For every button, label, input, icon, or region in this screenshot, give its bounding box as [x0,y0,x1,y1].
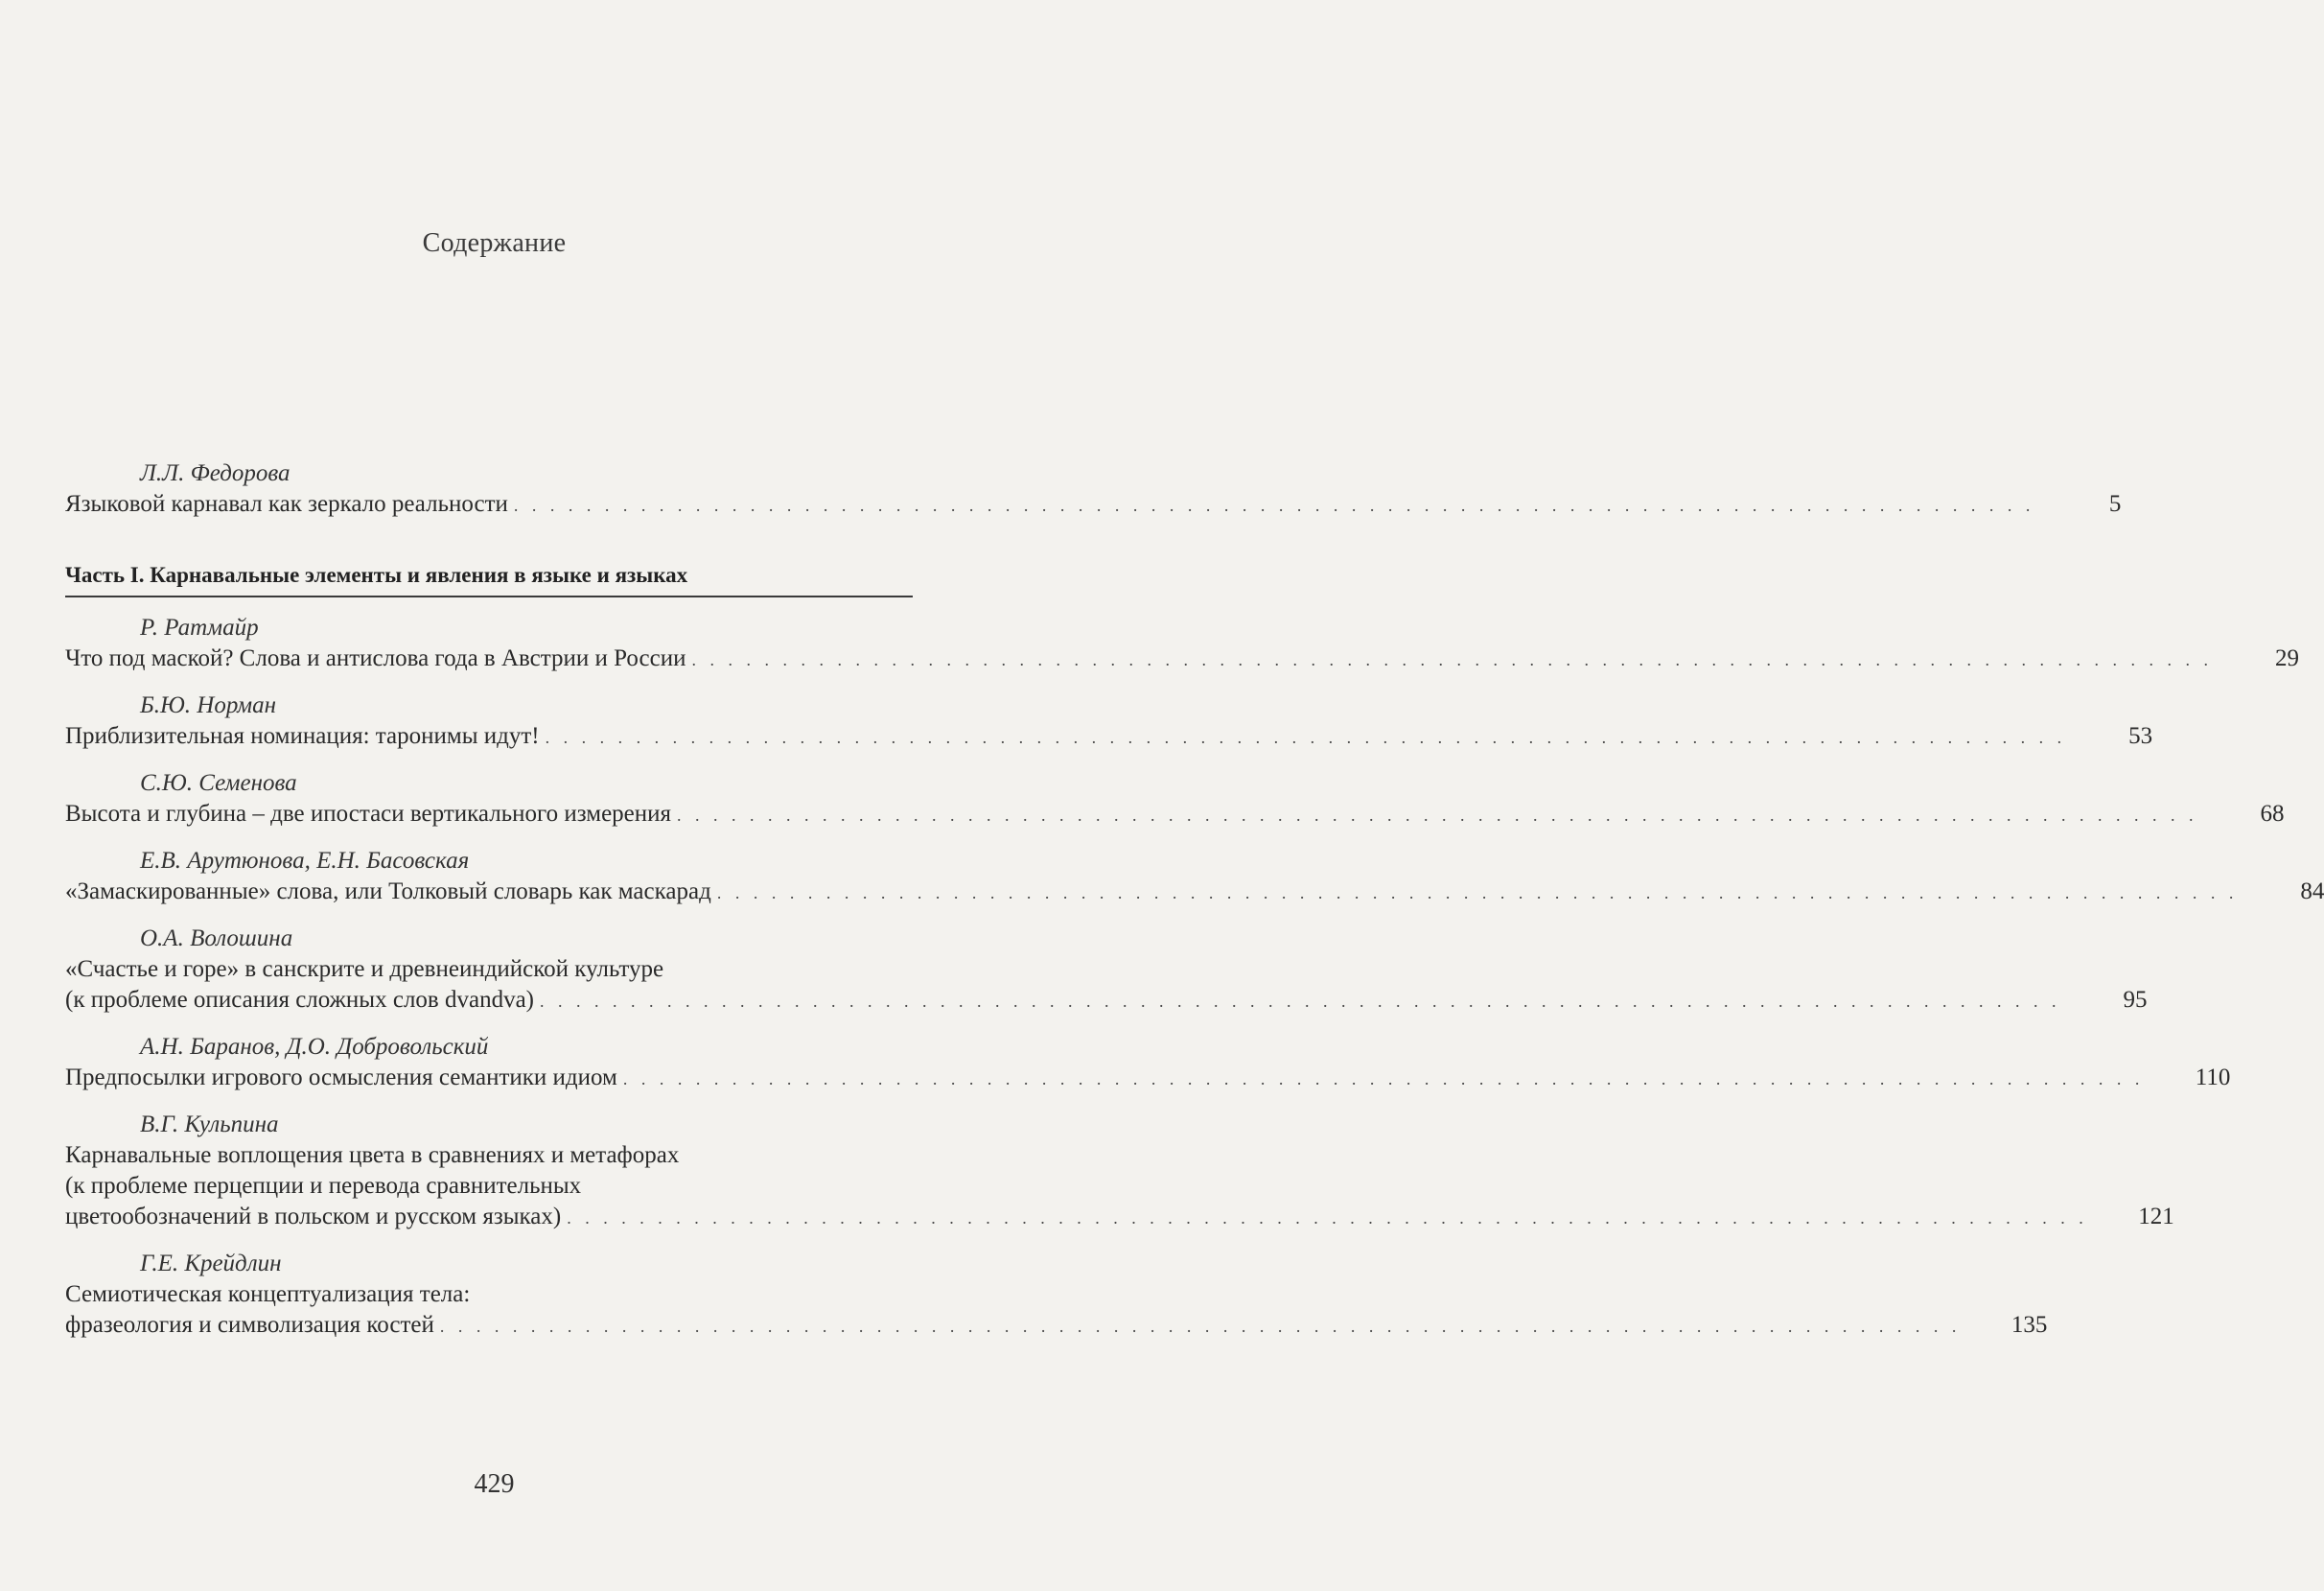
toc-page-number: 95 [2123,987,2148,1013]
toc-title-line: «Счастье и горе» в санскрите и древнеиндийской культуре [65,956,664,982]
toc-page-number: 53 [2128,723,2153,749]
toc-author: А.Н. Баранов, Д.О. Добровольский [140,1034,489,1060]
toc-title: Приблизительная номинация: таронимы идут! [65,723,540,749]
toc-author: Б.Ю. Норман [140,692,276,718]
toc-title-line: Семиотическая концептуализация тела: [65,1281,471,1307]
toc-page-number: 121 [2138,1204,2174,1229]
toc-entry [65,846,2324,908]
toc-title-line [65,1202,2174,1233]
toc-title: «Замаскированные» слова, или Толковый словарь как маскарад [65,878,711,904]
toc-author: Л.Л. Федорова [140,460,290,486]
toc-title: (к проблеме описания сложных слов dvandva) [65,987,534,1013]
toc-page-number: 5 [2108,491,2122,517]
part1-entries [65,613,2324,1342]
toc-title: Высота и глубина – две ипостаси вертикального измерения [65,801,672,827]
toc-title-line: (к проблеме перцепции и перевода сравнительных [65,1173,582,1199]
toc-title-line [65,489,2122,521]
leader-dots: . . . . . . . . . . . . . . . . . . . . . . . . . . . . . . . . . . . . . . . . . . . . . . . . . . . . . . . . . . . . . . . . . . . . . . . . . . . . . . . . . . . . [677,806,2198,825]
toc-title-line [65,877,2324,908]
leader-dots: . . . . . . . . . . . . . . . . . . . . . . . . . . . . . . . . . . . . . . . . . . . . . . . . . . . . . . . . . . . . . . . . . . . . . . . . . . . . . . . . . . . . [567,1208,2088,1228]
toc-entry [65,768,2285,831]
toc-author: В.Г. Кульпина [140,1111,279,1137]
toc-page-number: 68 [2260,801,2285,827]
toc-title-line [65,643,2299,675]
part-heading: Часть I. Карнавальные элементы и явления в языке и языках [65,553,913,597]
toc-page-number: 29 [2275,645,2299,671]
toc-entry [65,1032,2231,1094]
leader-dots: . . . . . . . . . . . . . . . . . . . . . . . . . . . . . . . . . . . . . . . . . . . . . . . . . . . . . . . . . . . . . . . . . . . . . . . . . . . . . . . . . . . . [540,992,2061,1011]
toc-title: Что под маской? Слова и антислова года в Австрии и России [65,645,686,671]
toc-page-number: 135 [2010,1312,2048,1338]
leader-dots: . . . . . . . . . . . . . . . . . . . . . . . . . . . . . . . . . . . . . . . . . . . . . . . . . . . . . . . . . . . . . . . . . . . . . . . . . . . . . . . . . . . . [716,883,2239,902]
toc-title-line [65,721,2153,753]
leader-dots: . . . . . . . . . . . . . . . . . . . . . . . . . . . . . . . . . . . . . . . . . . . . . . . . . . . . . . . . . . . . . . . . . . . . . . . . . . . . . . . . . . . . [622,1069,2145,1088]
leader-dots: . . . . . . . . . . . . . . . . . . . . . . . . . . . . . . . . . . . . . . . . . . . . . . . . . . . . . . . . . . . . . . . . . . . . . . . . . . . . . . . . . . . . [439,1317,1962,1336]
toc-title: Предпосылки игрового осмысления семантики идиом [65,1065,617,1090]
toc-title: цветообозначений в польском и русском языках) [65,1204,562,1229]
toc-page-number: 84 [2300,878,2324,904]
toc-title-line: Карнавальные воплощения цвета в сравнениях и метафорах [65,1142,680,1168]
toc-title-line [65,1310,2048,1342]
toc-title-line [65,985,2148,1017]
toc-author: Р. Ратмайр [140,615,259,641]
toc-entry [65,924,2148,1017]
toc-author: Г.Е. Крейдлин [140,1251,282,1276]
toc-entry [65,1110,2174,1233]
toc-entry [65,613,2299,675]
toc-author: С.Ю. Семенова [140,770,297,796]
leader-dots: . . . . . . . . . . . . . . . . . . . . . . . . . . . . . . . . . . . . . . . . . . . . . . . . . . . . . . . . . . . . . . . . . . . . . . . . . . . . . . . . . . . . [545,728,2067,747]
page-title: Содержание [422,228,567,258]
table-of-contents [65,458,2324,1357]
toc-author: Е.В. Арутюнова, Е.Н. Басовская [140,848,470,874]
toc-entry [65,690,2153,753]
leader-dots: . . . . . . . . . . . . . . . . . . . . . . . . . . . . . . . . . . . . . . . . . . . . . . . . . . . . . . . . . . . . . . . . . . . . . . . . . . . . . . . . . . . . [691,650,2213,669]
toc-entry-intro [65,458,2122,521]
toc-title-line [65,1063,2231,1094]
toc-entry [65,1249,2048,1342]
toc-author: О.А. Волошина [140,925,293,951]
toc-title: Языковой карнавал как зеркало реальности [65,491,508,517]
toc-title: фразеология и символизация костей [65,1312,434,1338]
toc-title-line [65,799,2285,831]
page-number: 429 [474,1469,515,1499]
leader-dots: . . . . . . . . . . . . . . . . . . . . . . . . . . . . . . . . . . . . . . . . . . . . . . . . . . . . . . . . . . . . . . . . . . . . . . . . . . . . . . . . . . . . [513,496,2035,515]
toc-page-number: 110 [2195,1065,2231,1090]
